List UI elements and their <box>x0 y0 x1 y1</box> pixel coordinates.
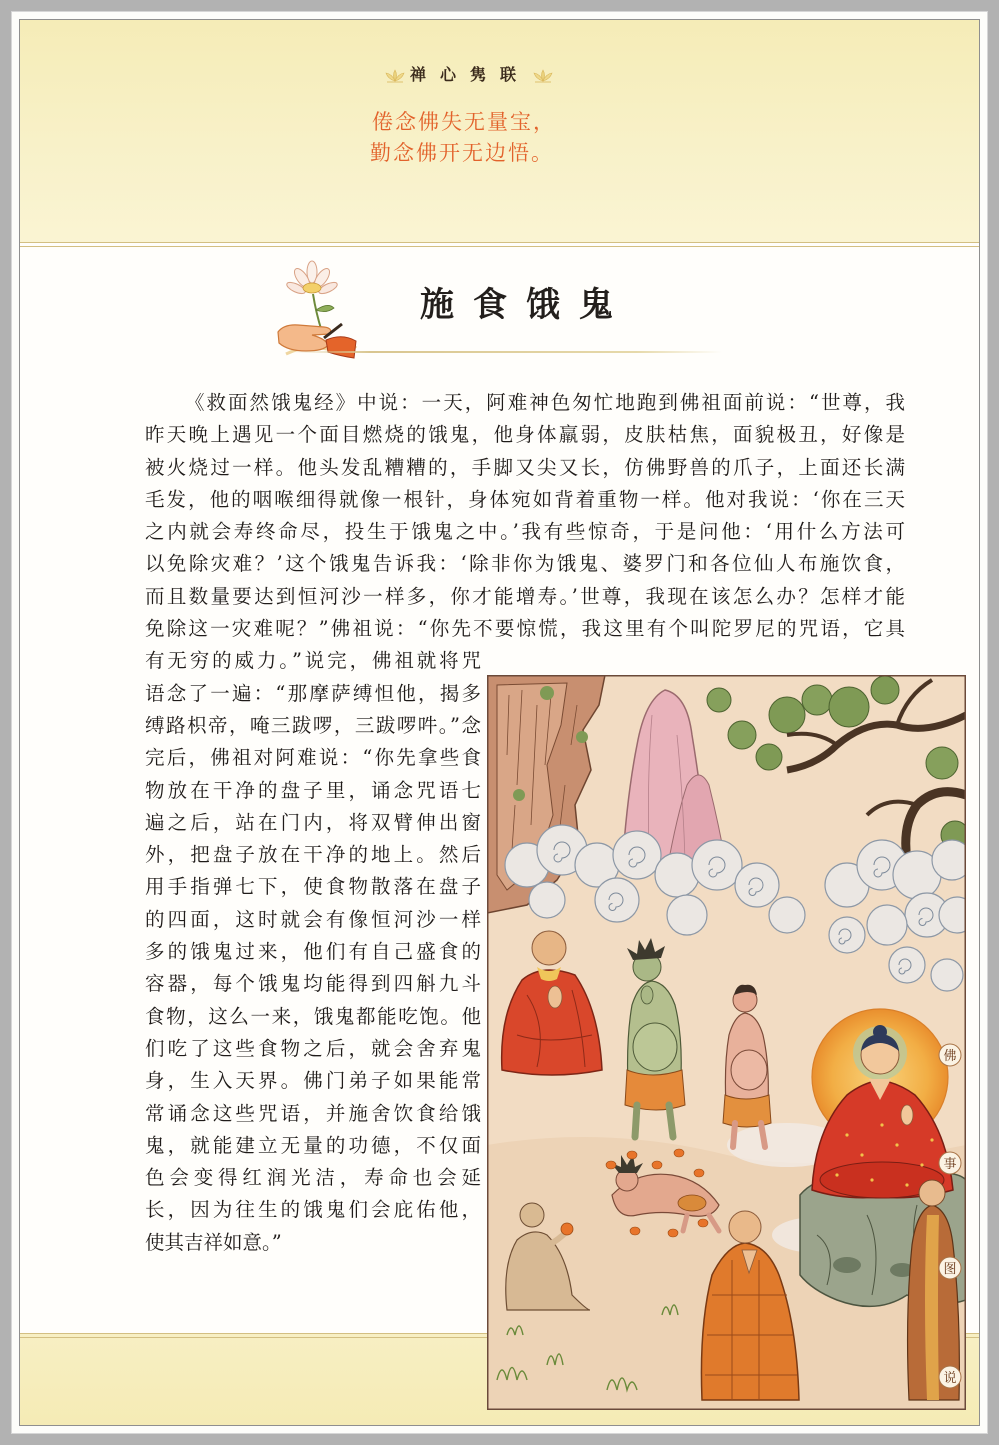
body-line: 物放在干净的盘子里，诵念咒语七 <box>145 778 481 802</box>
body-line: 以免除灾难？’这个饿鬼告诉我：‘除非你为饿鬼、婆罗门和各位仙人布施饮食， <box>145 552 905 576</box>
caption-char-2: 事 <box>943 1157 957 1172</box>
body-line: 色会变得红润光洁，寿命也会延 <box>145 1166 481 1190</box>
body-line: 长，因为往生的饿鬼们会庇佑他， <box>145 1198 481 1222</box>
header-title: 禅心隽联 <box>410 65 531 84</box>
title-underline <box>292 351 722 353</box>
body-line: 使其吉祥如意。” <box>145 1230 282 1254</box>
body-line: 身，生入天界。佛门弟子如果能常 <box>145 1069 481 1093</box>
header-rule-bottom <box>20 246 979 247</box>
body-line: 的四面，这时就会有像恒河沙一样 <box>145 907 481 931</box>
header-rule-top <box>20 242 979 243</box>
body-line: 缚路枳帝，唵三跋啰，三跋啰吽。”念 <box>145 713 481 737</box>
caption-char-4: 说 <box>943 1371 957 1386</box>
couplet-line-2: 勤念佛开无边悟。 <box>370 141 554 165</box>
couplet-line-1: 倦念佛失无量宝， <box>372 110 556 134</box>
article-title: 施食饿鬼 <box>420 285 632 325</box>
body-line: 之内就会寿终命尽，投生于饿鬼之中。’我有些惊奇，于是问他：‘用什么方法可 <box>145 520 905 544</box>
lotus-icon <box>532 68 554 84</box>
body-line: 外，把盘子放在干净的地上。然后 <box>145 843 481 867</box>
caption-char-3: 图 <box>943 1262 957 1277</box>
lotus-icon <box>384 68 406 84</box>
body-line: 有无穷的威力。”说完，佛祖就将咒 <box>145 649 481 673</box>
body-line: 遍之后，站在门内，将双臂伸出窗 <box>145 810 481 834</box>
body-line: 被火烧过一样。他头发乱糟糟的，手脚又尖又长，仿佛野兽的爪子，上面还长满 <box>145 455 905 479</box>
body-line: 多的饿鬼过来，他们有自己盛食的 <box>145 940 481 964</box>
buddha <box>812 1009 953 1198</box>
body-line: 昨天晚上遇见一个面目燃烧的饿鬼，他身体羸弱，皮肤枯焦，面貌极丑，好像是 <box>145 423 905 447</box>
body-line: 用手指弹七下，使食物散落在盘子 <box>145 875 481 899</box>
body-line: 而且数量要达到恒河沙一样多，你才能增寿。’世尊，我现在该怎么办？怎样才能 <box>145 584 905 608</box>
body-line: 语念了一遍：“那摩萨缚怛他，揭多 <box>145 681 481 705</box>
body-line: 完后，佛祖对阿难说：“你先拿些食 <box>145 746 481 770</box>
caption-char-1: 佛 <box>943 1049 957 1064</box>
lotus-hand-icon <box>266 258 358 362</box>
body-line: 鬼，就能建立无量的功德，不仅面 <box>145 1133 481 1157</box>
body-line: 毛发，他的咽喉细得就像一根针，身体宛如背着重物一样。他对我说：‘你在三天 <box>145 487 905 511</box>
body-line: 免除这一灾难呢？”佛祖说：“你先不要惊慌，我这里有个叫陀罗尼的咒语，它具 <box>145 617 905 641</box>
body-line: 《救面然饿鬼经》中说：一天，阿难神色匆忙地跑到佛祖面前说：“世尊，我 <box>185 391 905 414</box>
body-line: 容器，每个饿鬼均能得到四斛九斗 <box>145 972 481 996</box>
ghost-offering-painting <box>487 675 966 1410</box>
body-line: 常诵念这些咒语，并施舍饮食给饿 <box>145 1101 481 1125</box>
body-line: 们吃了这些食物之后，就会舍弃鬼 <box>145 1036 481 1060</box>
body-line: 食物，这么一来，饿鬼都能吃饱。他 <box>145 1004 481 1028</box>
